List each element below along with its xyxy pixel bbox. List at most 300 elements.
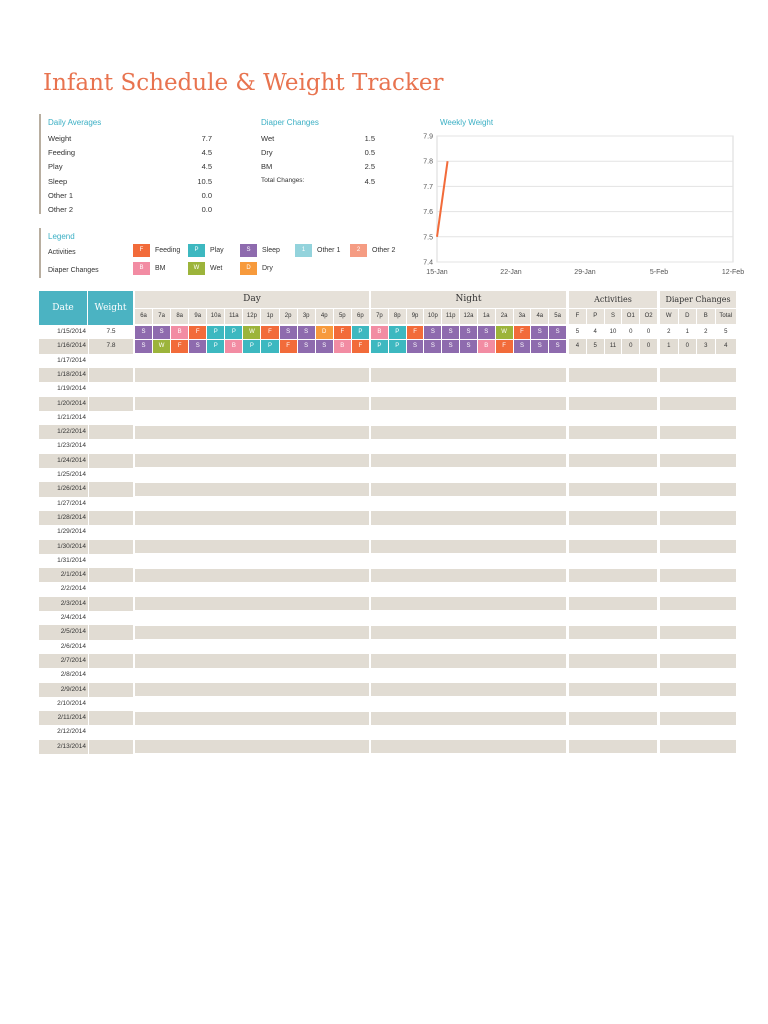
y-tick-label: 7.5 xyxy=(423,234,433,242)
weight-cell xyxy=(88,554,133,568)
x-tick-label: 15-Jan xyxy=(426,269,448,276)
diaper-changes-header: Diaper Changes xyxy=(659,291,736,308)
schedule-cell: S xyxy=(423,326,441,339)
schedule-cell: B xyxy=(170,326,188,339)
average-value: 4.5 xyxy=(201,162,212,172)
night-empty-cell xyxy=(370,697,566,710)
schedule-cell: F xyxy=(406,326,424,339)
weight-cell xyxy=(88,354,133,368)
day-hour-header: 5p xyxy=(333,309,351,324)
weight-cell xyxy=(88,568,133,582)
average-label: Feeding xyxy=(48,148,76,158)
schedule-cell: S xyxy=(279,326,297,339)
legend-diaper-label: Diaper Changes xyxy=(48,267,99,274)
weight-cell xyxy=(88,439,133,453)
schedule-cell: F xyxy=(188,326,206,339)
date-cell: 2/7/2014 xyxy=(39,654,88,668)
night-empty-cell xyxy=(370,511,566,524)
diaper-empty-cell xyxy=(659,583,736,596)
activity-empty-cell xyxy=(568,454,657,467)
diaper-empty-cell xyxy=(659,612,736,625)
legend-label: Other 2 xyxy=(372,247,396,254)
y-tick-label: 7.6 xyxy=(423,209,433,217)
schedule-cell: S xyxy=(441,340,459,353)
date-cell: 2/1/2014 xyxy=(39,568,88,582)
night-hour-header: 12a xyxy=(459,309,477,324)
date-cell: 2/3/2014 xyxy=(39,597,88,611)
schedule-cell: F xyxy=(279,340,297,353)
x-tick-label: 22-Jan xyxy=(500,269,522,276)
date-cell: 2/4/2014 xyxy=(39,611,88,625)
diaper-col-header: Total xyxy=(715,309,737,324)
schedule-cell: S xyxy=(459,326,477,339)
diaper-empty-cell xyxy=(659,697,736,710)
night-hour-header: 7p xyxy=(370,309,388,324)
diaper-empty-cell xyxy=(659,511,736,524)
diaper-summary-label: Wet xyxy=(261,134,275,143)
y-tick-label: 7.4 xyxy=(423,259,433,267)
activity-empty-cell xyxy=(568,569,657,582)
day-empty-cell xyxy=(134,683,369,696)
night-hour-header: 3a xyxy=(513,309,531,324)
day-hour-header: 6a xyxy=(134,309,152,324)
night-empty-cell xyxy=(370,383,566,396)
schedule-cell: B xyxy=(370,326,388,339)
activity-col-header: F xyxy=(568,309,586,324)
night-header: Night xyxy=(370,291,566,308)
weight-cell: 7.8 xyxy=(88,339,133,353)
day-hour-header: 4p xyxy=(315,309,333,324)
legend-swatch: B xyxy=(133,262,150,275)
weight-cell xyxy=(88,640,133,654)
night-empty-cell xyxy=(370,726,566,739)
diaper-empty-cell xyxy=(659,626,736,639)
activity-count-cell: 5 xyxy=(568,325,586,339)
night-empty-cell xyxy=(370,612,566,625)
average-value: 0.0 xyxy=(201,205,212,214)
legend-label: Dry xyxy=(262,265,273,272)
activity-count-cell: 0 xyxy=(621,339,639,353)
diaper-empty-cell xyxy=(659,454,736,467)
date-cell: 2/10/2014 xyxy=(39,697,88,711)
diaper-empty-cell xyxy=(659,469,736,482)
legend-swatch: F xyxy=(133,244,150,257)
day-empty-cell xyxy=(134,411,369,424)
date-cell: 1/15/2014 xyxy=(39,325,88,339)
diaper-empty-cell xyxy=(659,683,736,696)
activity-empty-cell xyxy=(568,640,657,653)
diaper-empty-cell xyxy=(659,569,736,582)
schedule-cell: S xyxy=(530,340,548,353)
legend-label: Feeding xyxy=(155,247,181,254)
weight-cell xyxy=(88,611,133,625)
night-empty-cell xyxy=(370,554,566,567)
day-header: Day xyxy=(134,291,369,308)
date-cell: 1/29/2014 xyxy=(39,525,88,539)
night-empty-cell xyxy=(370,497,566,510)
night-empty-cell xyxy=(370,483,566,496)
weight-cell xyxy=(88,697,133,711)
diaper-count-cell: 1 xyxy=(659,339,678,353)
day-empty-cell xyxy=(134,612,369,625)
date-header: Date xyxy=(39,291,88,326)
activity-empty-cell xyxy=(568,697,657,710)
activity-col-header: P xyxy=(586,309,604,324)
activity-empty-cell xyxy=(568,469,657,482)
day-empty-cell xyxy=(134,697,369,710)
day-empty-cell xyxy=(134,397,369,410)
schedule-cell: S xyxy=(477,326,495,339)
date-cell: 1/23/2014 xyxy=(39,439,88,453)
x-tick-label: 29-Jan xyxy=(574,269,596,276)
activity-count-cell: 4 xyxy=(586,325,604,339)
weight-cell xyxy=(88,740,133,754)
diaper-empty-cell xyxy=(659,411,736,424)
average-label: Sleep xyxy=(48,176,68,186)
activity-empty-cell xyxy=(568,597,657,610)
schedule-cell: S xyxy=(406,340,424,353)
average-label: Other 2 xyxy=(48,205,74,214)
date-cell: 1/20/2014 xyxy=(39,397,88,411)
schedule-cell: W xyxy=(152,340,170,353)
activity-empty-cell xyxy=(568,583,657,596)
day-empty-cell xyxy=(134,626,369,639)
diaper-col-header: W xyxy=(659,309,678,324)
schedule-cell: S xyxy=(315,340,333,353)
diaper-empty-cell xyxy=(659,640,736,653)
schedule-cell: S xyxy=(548,326,566,339)
day-hour-header: 3p xyxy=(297,309,315,324)
night-empty-cell xyxy=(370,654,566,667)
diaper-summary-label: Dry xyxy=(261,148,273,158)
weight-cell xyxy=(88,725,133,739)
night-hour-header: 4a xyxy=(530,309,548,324)
day-empty-cell xyxy=(134,368,369,381)
diaper-empty-cell xyxy=(659,354,736,367)
day-empty-cell xyxy=(134,497,369,510)
average-value: 7.7 xyxy=(201,134,212,143)
day-hour-header: 11a xyxy=(224,309,242,324)
day-empty-cell xyxy=(134,740,369,753)
night-empty-cell xyxy=(370,368,566,381)
schedule-cell: P xyxy=(260,340,278,353)
activities-header: Activities xyxy=(568,291,657,308)
activity-empty-cell xyxy=(568,540,657,553)
activity-col-header: O1 xyxy=(621,309,639,324)
date-cell: 1/27/2014 xyxy=(39,497,88,511)
daily-averages-heading: Daily Averages xyxy=(48,118,102,127)
schedule-cell: F xyxy=(333,326,351,339)
average-label: Weight xyxy=(48,134,72,143)
average-label: Other 1 xyxy=(48,190,74,200)
legend-swatch: P xyxy=(188,244,205,257)
diaper-summary-value: 1.5 xyxy=(364,134,375,143)
schedule-cell: P xyxy=(206,340,224,353)
night-empty-cell xyxy=(370,683,566,696)
schedule-cell: P xyxy=(242,340,260,353)
night-empty-cell xyxy=(370,712,566,725)
schedule-cell: S xyxy=(513,340,531,353)
diaper-empty-cell xyxy=(659,526,736,539)
schedule-cell: W xyxy=(495,326,513,339)
legend-label: Play xyxy=(210,247,224,254)
diaper-empty-cell xyxy=(659,483,736,496)
day-empty-cell xyxy=(134,440,369,453)
activity-empty-cell xyxy=(568,426,657,439)
weight-cell xyxy=(88,540,133,554)
day-empty-cell xyxy=(134,469,369,482)
y-tick-label: 7.8 xyxy=(423,158,433,166)
plot-area xyxy=(437,136,733,262)
weight-cell xyxy=(88,368,133,382)
activity-empty-cell xyxy=(568,383,657,396)
night-hour-header: 2a xyxy=(495,309,513,324)
diaper-count-cell: 4 xyxy=(715,339,737,353)
diaper-changes-heading: Diaper Changes xyxy=(261,118,319,127)
night-empty-cell xyxy=(370,540,566,553)
day-empty-cell xyxy=(134,354,369,367)
activity-empty-cell xyxy=(568,612,657,625)
weight-cell xyxy=(88,668,133,682)
activity-count-cell: 0 xyxy=(639,339,657,353)
night-empty-cell xyxy=(370,640,566,653)
weight-cell: 7.5 xyxy=(88,325,133,339)
legend-swatch: S xyxy=(240,244,257,257)
activity-empty-cell xyxy=(568,726,657,739)
legend-label: Other 1 xyxy=(317,247,341,254)
average-label: Play xyxy=(48,162,63,172)
diaper-count-cell: 2 xyxy=(696,325,715,339)
schedule-cell: S xyxy=(459,340,477,353)
activity-empty-cell xyxy=(568,511,657,524)
activity-empty-cell xyxy=(568,683,657,696)
date-cell: 1/19/2014 xyxy=(39,382,88,396)
weight-cell xyxy=(88,482,133,496)
diaper-empty-cell xyxy=(659,712,736,725)
date-cell: 2/11/2014 xyxy=(39,711,88,725)
activity-empty-cell xyxy=(568,354,657,367)
activity-empty-cell xyxy=(568,526,657,539)
legend-label: BM xyxy=(155,265,166,272)
activity-count-cell: 0 xyxy=(621,325,639,339)
activity-count-cell: 11 xyxy=(604,339,622,353)
day-hour-header: 12p xyxy=(242,309,260,324)
legend-swatch: 2 xyxy=(350,244,367,257)
diaper-empty-cell xyxy=(659,397,736,410)
average-value: 0.0 xyxy=(201,190,212,200)
x-tick-label: 5-Feb xyxy=(649,269,669,276)
date-cell: 1/25/2014 xyxy=(39,468,88,482)
legend-swatch: D xyxy=(240,262,257,275)
day-empty-cell xyxy=(134,483,369,496)
date-cell: 1/24/2014 xyxy=(39,454,88,468)
night-empty-cell xyxy=(370,583,566,596)
weight-cell xyxy=(88,511,133,525)
activity-empty-cell xyxy=(568,554,657,567)
day-hour-header: 6p xyxy=(351,309,369,324)
day-empty-cell xyxy=(134,654,369,667)
activity-empty-cell xyxy=(568,740,657,753)
schedule-cell: F xyxy=(351,340,369,353)
night-empty-cell xyxy=(370,526,566,539)
day-empty-cell xyxy=(134,712,369,725)
diaper-empty-cell xyxy=(659,554,736,567)
day-empty-cell xyxy=(134,669,369,682)
date-cell: 1/16/2014 xyxy=(39,339,88,353)
schedule-cell: P xyxy=(224,326,242,339)
legend-label: Sleep xyxy=(262,247,280,254)
schedule-cell: S xyxy=(134,340,152,353)
weight-cell xyxy=(88,525,133,539)
legend-heading: Legend xyxy=(48,232,75,241)
diaper-count-cell: 2 xyxy=(659,325,678,339)
weight-cell xyxy=(88,411,133,425)
day-hour-header: 7a xyxy=(152,309,170,324)
weight-cell xyxy=(88,397,133,411)
night-empty-cell xyxy=(370,411,566,424)
schedule-cell: S xyxy=(134,326,152,339)
weight-cell xyxy=(88,711,133,725)
weight-cell xyxy=(88,468,133,482)
schedule-cell: P xyxy=(351,326,369,339)
night-empty-cell xyxy=(370,354,566,367)
diaper-count-cell: 3 xyxy=(696,339,715,353)
diaper-col-header: D xyxy=(678,309,697,324)
date-cell: 2/9/2014 xyxy=(39,683,88,697)
day-empty-cell xyxy=(134,569,369,582)
schedule-cell: S xyxy=(297,340,315,353)
schedule-cell: D xyxy=(315,326,333,339)
date-cell: 1/31/2014 xyxy=(39,554,88,568)
x-tick-label: 12-Feb xyxy=(721,269,745,276)
activity-empty-cell xyxy=(568,483,657,496)
night-empty-cell xyxy=(370,669,566,682)
date-cell: 1/22/2014 xyxy=(39,425,88,439)
legend-label: Wet xyxy=(210,265,223,272)
schedule-cell: B xyxy=(477,340,495,353)
schedule-cell: S xyxy=(530,326,548,339)
weight-header: Weight xyxy=(88,291,133,326)
schedule-cell: S xyxy=(548,340,566,353)
activity-empty-cell xyxy=(568,654,657,667)
diaper-count-cell: 5 xyxy=(715,325,737,339)
date-cell: 1/17/2014 xyxy=(39,354,88,368)
night-hour-header: 8p xyxy=(388,309,406,324)
day-hour-header: 2p xyxy=(279,309,297,324)
schedule-cell: W xyxy=(242,326,260,339)
night-empty-cell xyxy=(370,397,566,410)
schedule-cell: S xyxy=(423,340,441,353)
date-cell: 2/5/2014 xyxy=(39,625,88,639)
day-empty-cell xyxy=(134,511,369,524)
daily-averages-bar xyxy=(39,114,41,214)
day-hour-header: 1p xyxy=(260,309,278,324)
activity-col-header: O2 xyxy=(639,309,657,324)
day-empty-cell xyxy=(134,597,369,610)
weight-cell xyxy=(88,425,133,439)
activity-count-cell: 10 xyxy=(604,325,622,339)
schedule-cell: P xyxy=(388,326,406,339)
average-value: 10.5 xyxy=(197,176,212,186)
diaper-summary-label: BM xyxy=(261,162,273,172)
schedule-cell: F xyxy=(260,326,278,339)
day-empty-cell xyxy=(134,554,369,567)
chart-title: Weekly Weight xyxy=(440,118,494,127)
schedule-cell: P xyxy=(388,340,406,353)
night-empty-cell xyxy=(370,569,566,582)
weight-cell xyxy=(88,382,133,396)
legend-activities-label: Activities xyxy=(48,249,76,256)
diaper-empty-cell xyxy=(659,426,736,439)
weight-cell xyxy=(88,683,133,697)
weight-cell xyxy=(88,454,133,468)
date-cell: 2/12/2014 xyxy=(39,725,88,739)
day-empty-cell xyxy=(134,383,369,396)
date-cell: 1/21/2014 xyxy=(39,411,88,425)
schedule-cell: B xyxy=(333,340,351,353)
night-empty-cell xyxy=(370,440,566,453)
diaper-col-header: B xyxy=(696,309,715,324)
activity-empty-cell xyxy=(568,669,657,682)
schedule-cell: P xyxy=(206,326,224,339)
activity-empty-cell xyxy=(568,440,657,453)
date-cell: 2/13/2014 xyxy=(39,740,88,754)
night-empty-cell xyxy=(370,426,566,439)
diaper-empty-cell xyxy=(659,368,736,381)
diaper-summary-value: 2.5 xyxy=(364,162,375,172)
diaper-empty-cell xyxy=(659,440,736,453)
weight-cell xyxy=(88,654,133,668)
night-empty-cell xyxy=(370,597,566,610)
activity-col-header: S xyxy=(604,309,622,324)
day-empty-cell xyxy=(134,583,369,596)
schedule-cell: S xyxy=(152,326,170,339)
diaper-empty-cell xyxy=(659,383,736,396)
activity-empty-cell xyxy=(568,411,657,424)
activity-empty-cell xyxy=(568,497,657,510)
weekly-weight-chart xyxy=(415,128,745,280)
page-title: Infant Schedule & Weight Tracker xyxy=(43,70,444,96)
activity-empty-cell xyxy=(568,368,657,381)
diaper-count-cell: 1 xyxy=(678,325,697,339)
night-hour-header: 9p xyxy=(406,309,424,324)
night-hour-header: 1a xyxy=(477,309,495,324)
weight-cell xyxy=(88,497,133,511)
diaper-empty-cell xyxy=(659,597,736,610)
night-empty-cell xyxy=(370,740,566,753)
legend-bar xyxy=(39,228,41,278)
weight-cell xyxy=(88,582,133,596)
day-empty-cell xyxy=(134,726,369,739)
weight-cell xyxy=(88,625,133,639)
schedule-cell: S xyxy=(297,326,315,339)
date-cell: 1/26/2014 xyxy=(39,482,88,496)
schedule-cell: S xyxy=(441,326,459,339)
diaper-count-cell: 0 xyxy=(678,339,697,353)
diaper-empty-cell xyxy=(659,540,736,553)
diaper-summary-label: Total Changes: xyxy=(261,176,305,184)
diaper-summary-value: 4.5 xyxy=(364,176,375,186)
diaper-empty-cell xyxy=(659,740,736,753)
diaper-empty-cell xyxy=(659,497,736,510)
day-hour-header: 10a xyxy=(206,309,224,324)
day-empty-cell xyxy=(134,640,369,653)
y-tick-label: 7.9 xyxy=(423,133,433,141)
schedule-cell: B xyxy=(224,340,242,353)
schedule-cell: F xyxy=(495,340,513,353)
day-empty-cell xyxy=(134,526,369,539)
schedule-cell: P xyxy=(370,340,388,353)
